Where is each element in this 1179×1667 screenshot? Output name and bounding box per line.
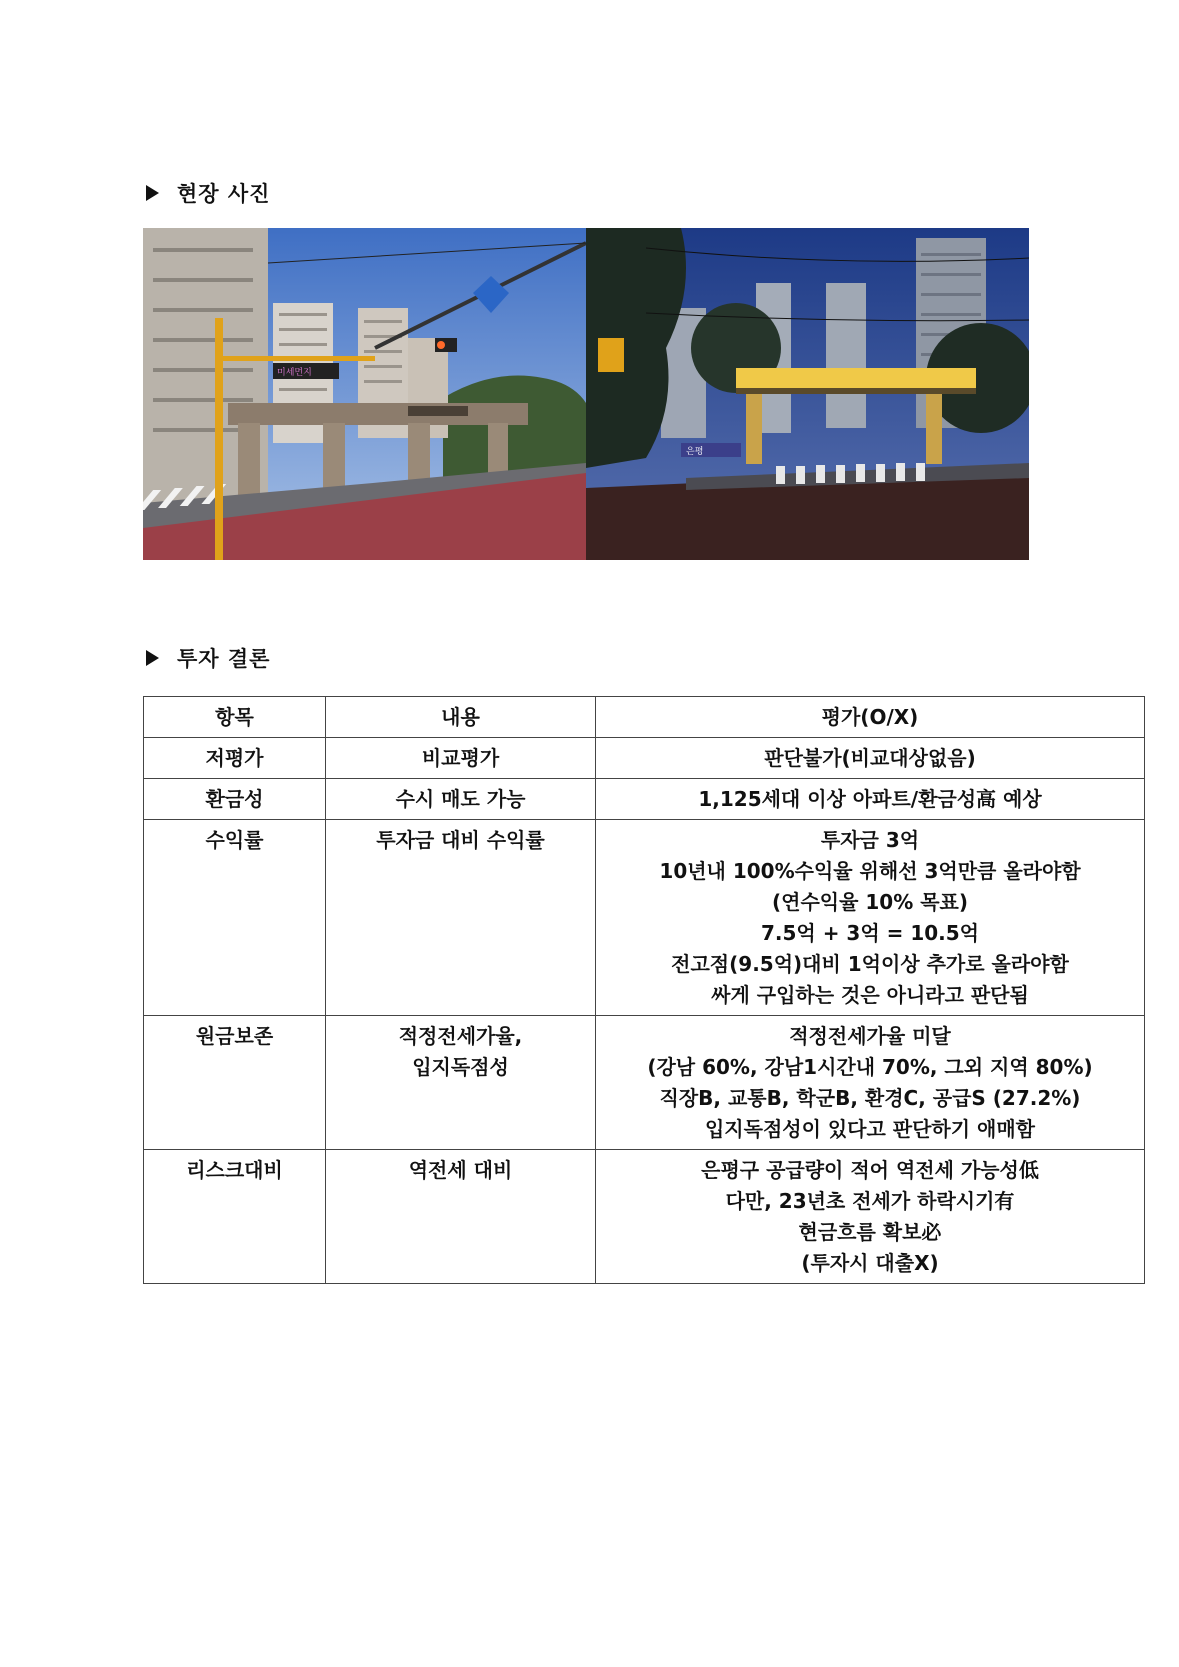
photos-heading	[146, 178, 270, 208]
row-eval	[596, 1150, 1145, 1284]
row-content	[326, 738, 596, 779]
led-sign-text: 미세먼지	[277, 368, 312, 378]
row-content	[326, 820, 596, 1016]
night-site-photo	[586, 228, 1029, 560]
content-line: 역전세 대비	[408, 1158, 513, 1182]
investment-conclusion-table	[143, 696, 1145, 1284]
row-content	[326, 779, 596, 820]
conclusion-heading-text: 투자 결론	[177, 647, 271, 671]
eval-line: 투자금 3억	[820, 828, 920, 852]
header-item: 항목	[144, 697, 326, 738]
row-item: 환금성	[144, 779, 326, 820]
night-banner-text: 은평	[686, 447, 704, 457]
table-row	[144, 738, 1145, 779]
content-line: 입지독점성	[412, 1055, 509, 1079]
eval-line: 적정전세가율 미달	[789, 1024, 951, 1048]
row-item: 원금보존	[144, 1016, 326, 1150]
table-row	[144, 1016, 1145, 1150]
header-content: 내용	[326, 697, 596, 738]
eval-line: 10년내 100%수익율 위해선 3억만큼 올라야함	[659, 859, 1081, 883]
eval-line: (투자시 대출X)	[801, 1251, 939, 1275]
eval-line: 전고점(9.5억)대비 1억이상 추가로 올라야함	[671, 952, 1069, 976]
row-content	[326, 1150, 596, 1284]
eval-line: 현금흐름 확보必	[798, 1220, 942, 1244]
eval-line: (연수익율 10% 목표)	[772, 890, 968, 914]
table-row	[144, 779, 1145, 820]
row-content	[326, 1016, 596, 1150]
eval-line: 7.5억 + 3억 = 10.5억	[760, 921, 980, 945]
eval-line: 직장B, 교통B, 학군B, 환경C, 공급S (27.2%)	[659, 1086, 1081, 1110]
table-header-row	[144, 697, 1145, 738]
triangle-bullet-icon	[146, 650, 159, 666]
photos-heading-text: 현장 사진	[177, 182, 271, 206]
content-line: 투자금 대비 수익률	[376, 828, 545, 852]
row-eval	[596, 779, 1145, 820]
site-photos	[143, 228, 1029, 560]
eval-line: 1,125세대 이상 아파트/환금성高 예상	[698, 787, 1042, 811]
eval-line: 은평구 공급량이 적어 역전세 가능성低	[701, 1158, 1039, 1182]
conclusion-heading	[146, 643, 270, 673]
eval-line: 입지독점성이 있다고 판단하기 애매함	[704, 1117, 1035, 1141]
row-eval	[596, 738, 1145, 779]
eval-line: 싸게 구입하는 것은 아니라고 판단됨	[711, 983, 1029, 1007]
content-line: 적정전세가율,	[398, 1024, 523, 1048]
content-line: 수시 매도 가능	[395, 787, 526, 811]
eval-line: 판단불가(비교대상없음)	[764, 746, 976, 770]
triangle-bullet-icon	[146, 185, 159, 201]
eval-line: 다만, 23년초 전세가 하락시기有	[725, 1189, 1015, 1213]
row-eval	[596, 820, 1145, 1016]
row-item: 리스크대비	[144, 1150, 326, 1284]
header-eval: 평가(O/X)	[596, 697, 1145, 738]
row-eval	[596, 1016, 1145, 1150]
table-row	[144, 820, 1145, 1016]
content-line: 비교평가	[421, 746, 500, 770]
eval-line: (강남 60%, 강남1시간내 70%, 그외 지역 80%)	[647, 1055, 1093, 1079]
table-row	[144, 1150, 1145, 1284]
daytime-site-photo	[143, 228, 586, 560]
row-item: 저평가	[144, 738, 326, 779]
row-item: 수익률	[144, 820, 326, 1016]
